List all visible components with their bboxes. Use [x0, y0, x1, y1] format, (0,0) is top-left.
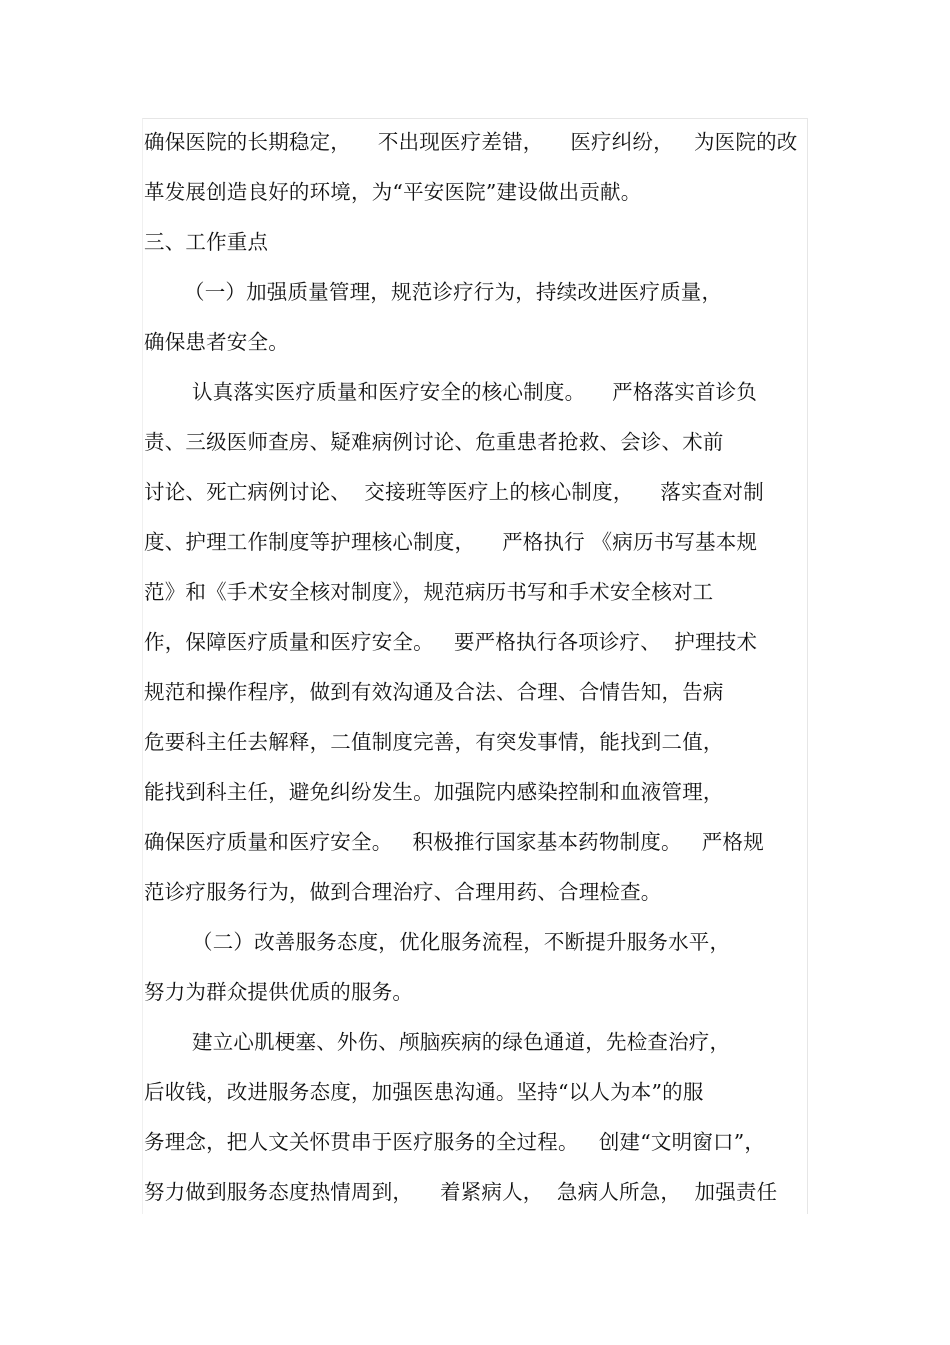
text-line: 务理念，把人文关怀贯串于医疗服务的全过程。 创建“文明窗口”，: [144, 1130, 766, 1154]
text-line: 危要科主任去解释，二值制度完善，有突发事情，能找到二值，: [144, 730, 724, 754]
text-line: 作，保障医疗质量和医疗安全。 要严格执行各项诊疗、 护理技术: [144, 630, 758, 654]
text-line: 责、三级医师查房、疑难病例讨论、危重患者抢救、会诊、术前: [144, 430, 724, 454]
text-line: 确保患者安全。: [144, 330, 289, 354]
text-line: 建立心肌梗塞、外伤、颅脑疾病的绿色通道，先检查治疗，: [192, 1030, 731, 1054]
subsection-heading: （一）加强质量管理，规范诊疗行为，持续改进医疗质量，: [184, 280, 723, 304]
text-line: 认真落实医疗质量和医疗安全的核心制度。 严格落实首诊负: [192, 380, 758, 404]
section-heading: 三、工作重点: [144, 230, 269, 254]
text-line: 努力做到服务态度热情周到， 着紧病人， 急病人所急， 加强责任: [144, 1180, 778, 1204]
text-line: 确保医院的长期稳定， 不出现医疗差错， 医疗纠纷， 为医院的改: [144, 130, 798, 154]
text-line: 努力为群众提供优质的服务。: [144, 980, 414, 1004]
text-line: 能找到科主任，避免纠纷发生。加强院内感染控制和血液管理，: [144, 780, 724, 804]
text-line: 范诊疗服务行为，做到合理治疗、合理用药、合理检查。: [144, 880, 662, 904]
document-body: [144, 117, 806, 1217]
text-line: 范》和《手术安全核对制度》，规范病历书写和手术安全核对工: [144, 580, 714, 604]
text-line: 规范和操作程序，做到有效沟通及合法、合理、合情告知，告病: [144, 680, 724, 704]
subsection-heading: （二）改善服务态度，优化服务流程，不断提升服务水平，: [192, 930, 731, 954]
text-line: 后收钱，改进服务态度，加强医患沟通。坚持“以人为本”的服: [144, 1080, 704, 1104]
text-line: 讨论、死亡病例讨论、 交接班等医疗上的核心制度， 落实查对制: [144, 480, 764, 504]
text-line: 确保医疗质量和医疗安全。 积极推行国家基本药物制度。 严格规: [144, 830, 764, 854]
text-line: 度、护理工作制度等护理核心制度， 严格执行 《病历书写基本规: [144, 530, 758, 554]
text-line: 革发展创造良好的环境，为“平安医院”建设做出贡献。: [144, 180, 642, 204]
